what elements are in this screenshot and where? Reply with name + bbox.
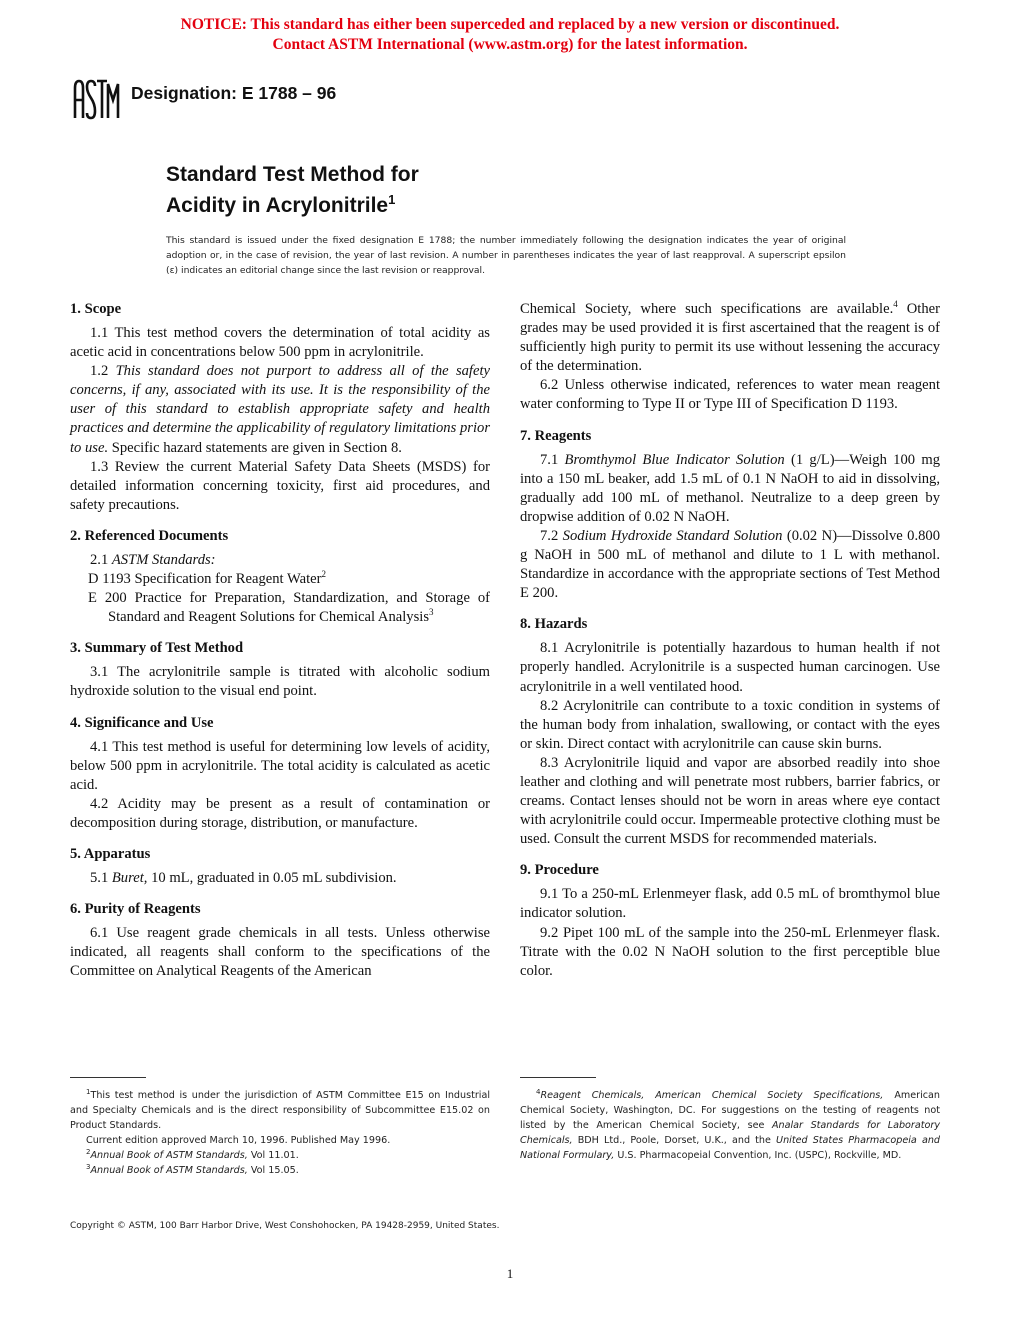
text: Current edition approved March 10, 1996. Published May 1996. <box>86 1135 391 1146</box>
footnote-ref: 4 <box>536 1087 541 1096</box>
footnote <box>70 1088 490 1133</box>
footnote-ref: 2 <box>321 569 326 580</box>
paragraph <box>70 738 490 795</box>
text: 9.1 To a 250-mL Erlenmeyer flask, add 0.5 mL of bromthymol blue indicator solution. <box>520 886 940 922</box>
text: American Chemical Society, Washington, DC. For suggestions on the testing of reagents not listed by the American Chemical Society, see <box>520 1090 940 1131</box>
section-heading: 6. Purity of Reagents <box>70 901 201 918</box>
page-number: 1 <box>506 1266 514 1281</box>
paragraph <box>520 924 940 981</box>
text: 6.2 Unless otherwise indicated, references to water mean reagent water conforming to Type II or Type III of Specification D 1193. <box>520 377 940 413</box>
text: 1.1 This test method covers the determination of total acidity as acetic acid in concentrations below 500 ppm in acrylonitrile. <box>70 325 490 361</box>
text: 2.1 <box>90 551 112 568</box>
left-column <box>70 300 490 981</box>
section-heading: 2. Referenced Documents <box>70 527 229 544</box>
footnote-ref: 3 <box>86 1162 91 1171</box>
section-heading: 3. Summary of Test Method <box>70 640 244 657</box>
italic-text: Annual Book of ASTM Standards, <box>90 1165 248 1176</box>
paragraph <box>70 324 490 362</box>
title-footnote-ref: 1 <box>388 192 396 207</box>
text: E 200 Practice for Preparation, Standardization, and Storage of Standard and Reagent Solutions for Chemical Analysis <box>88 590 490 626</box>
title-line-2-text: Acidity in Acrylonitrile <box>166 194 389 217</box>
text: 8.3 Acrylonitrile liquid and vapor are absorbed readily into shoe leather and clothing and will penetrate most rubbers, barrier fabrics, or creams. Contact lenses should not be worn in areas where eye contact with acrylonitrile could occur. Impermeable protective clothing must be used. Consult the current MSDS for recommended materials. <box>520 754 940 848</box>
italic-text: Sodium Hydroxide Standard Solution <box>562 527 783 544</box>
text: BDH Ltd., Poole, Dorset, U.K., and the <box>572 1135 777 1146</box>
text: (1 g/L)—Weigh 100 mg into a 150 mL beaker, add 1.5 mL of 0.1 N NaOH to aid in dissolving, gradually add 100 mL of methanol. Neutralize to a deep green by dropwise addition of 0.02 N NaOH. <box>520 451 940 525</box>
text: Specific hazard statements are given in Section 8. <box>108 439 402 456</box>
section-heading: 5. Apparatus <box>70 845 151 862</box>
paragraph <box>520 451 940 527</box>
footnote <box>520 1088 940 1163</box>
paragraph <box>70 589 490 627</box>
right-column <box>520 300 940 981</box>
text: Other grades may be used provided it is first ascertained that the reagent is of sufficiently high purity to permit its use without lessening the accuracy of the determination. <box>520 301 940 375</box>
section-heading: 7. Reagents <box>520 427 592 444</box>
footnote <box>70 1148 490 1163</box>
italic-text: Buret, <box>111 869 148 886</box>
text: 6.1 Use reagent grade chemicals in all tests. Unless otherwise indicated, all reagents shall conform to the specifications of the Committee on Analytical Reagents of the American <box>70 925 490 980</box>
section-heading: 8. Hazards <box>520 616 588 633</box>
footnote <box>70 1163 490 1178</box>
text: Chemical Society, where such specifications are available. <box>520 301 894 317</box>
paragraph <box>70 362 490 457</box>
text: 8.2 Acrylonitrile can contribute to a toxic condition in systems of the human body from inhalation, swallowing, or contact with the eyes or skin. Direct contact with acrylonitrile can cause skin burns. <box>520 697 940 752</box>
italic-text: United States Pharmacopeia and National Formulary, <box>520 1135 940 1161</box>
designation: Designation: E 1788 – 96 <box>131 83 337 103</box>
text: 1.2 <box>90 363 116 380</box>
italic-text: Analar Standards for Laboratory Chemicals, <box>520 1120 940 1146</box>
paragraph <box>520 754 940 849</box>
text: 4.2 Acidity may be present as a result of contamination or decomposition during storage, distribution, or manufacture. <box>70 795 490 831</box>
paragraph <box>70 869 490 888</box>
text: 7.2 <box>540 527 563 544</box>
text: D 1193 Specification for Reagent Water <box>88 571 322 588</box>
paragraph <box>70 663 490 701</box>
italic-text: Annual Book of ASTM Standards, <box>90 1150 248 1161</box>
copyright: Copyright © ASTM, 100 Barr Harbor Drive, West Conshohocken, PA 19428-2959, United States. <box>70 1221 500 1231</box>
paragraph <box>520 639 940 696</box>
paragraph <box>520 697 940 754</box>
italic-text: Reagent Chemicals, American Chemical Society Specifications, <box>540 1090 884 1101</box>
notice-line-2: Contact ASTM International (www.astm.org) for the latest information. <box>272 36 748 53</box>
text: Vol 15.05. <box>247 1165 299 1176</box>
paragraph <box>70 551 490 570</box>
paragraph <box>520 300 940 376</box>
text: 8.1 Acrylonitrile is potentially hazardous to human health if not properly handled. Acrylonitrile is a suspected human carcinogen. Use acrylonitrile in a well ventilated hood. <box>520 640 940 695</box>
footnote-divider <box>520 1077 596 1078</box>
paragraph <box>70 570 490 589</box>
italic-text: Bromthymol Blue Indicator Solution <box>564 451 785 468</box>
paragraph <box>520 885 940 923</box>
paragraph <box>70 795 490 833</box>
text: 10 mL, graduated in 0.05 mL subdivision. <box>147 869 397 886</box>
supersession-notice <box>0 15 1020 55</box>
footnotes-left <box>70 1088 490 1178</box>
paragraph <box>70 924 490 981</box>
astm-logo-icon <box>72 78 120 122</box>
paragraph <box>520 376 940 414</box>
title-line-2 <box>166 187 419 218</box>
section-heading: 4. Significance and Use <box>70 714 214 731</box>
text: (0.02 N)—Dissolve 0.800 g NaOH in 500 mL of methanol and dilute to 1 L with methanol. Standardize in accordance with the appropriate sections of Test Method E 200. <box>520 527 940 602</box>
italic-text: This standard does not purport to address all of the safety concerns, if any, associated with its use. It is the responsibility of the user of this standard to establish appropriate safety and health practices and determine the applicability of regulatory limitations prior to use. <box>70 363 490 456</box>
text: Vol 11.01. <box>247 1150 299 1161</box>
notice-line-1: NOTICE: This standard has either been superceded and replaced by a new version or discontinued. <box>180 16 840 33</box>
title-line-1: Standard Test Method for <box>166 163 419 186</box>
issuance-note: This standard is issued under the fixed designation E 1788; the number immediately following the designation indicates the year of original adoption or, in the case of revision, the year of last revision. A number in parentheses indicates the year of last reapproval. A superscript epsilon (ε) indicates an editorial change since the last revision or reapproval. <box>166 235 846 276</box>
paragraph <box>70 458 490 515</box>
footnote-ref: 4 <box>893 299 898 310</box>
text: 9.2 Pipet 100 mL of the sample into the 250-mL Erlenmeyer flask. Titrate with the 0.02 N NaOH solution to the first perceptible blue color. <box>520 924 940 979</box>
footnote-ref: 3 <box>429 607 434 618</box>
text: 3.1 The acrylonitrile sample is titrated with alcoholic sodium hydroxide solution to the visual end point. <box>70 664 490 700</box>
footnotes-right <box>520 1088 940 1163</box>
text: U.S. Pharmacopeial Convention, Inc. (USPC), Rockville, MD. <box>614 1150 902 1161</box>
document-title <box>166 162 419 218</box>
footnote-ref: 1 <box>86 1087 91 1096</box>
section-heading: 1. Scope <box>70 301 122 317</box>
footnote-ref: 2 <box>86 1147 91 1156</box>
footnote <box>70 1133 490 1148</box>
text: 1.3 Review the current Material Safety Data Sheets (MSDS) for detailed information concerning toxicity, first aid procedures, and safety precautions. <box>70 458 490 513</box>
footnote-divider <box>70 1077 146 1078</box>
section-heading: 9. Procedure <box>520 862 599 879</box>
text: 7.1 <box>540 451 565 468</box>
text: 5.1 <box>90 869 112 886</box>
text: 4.1 This test method is useful for determining low levels of acidity, below 500 ppm in acrylonitrile. The total acidity is calculated as acetic acid. <box>70 738 490 793</box>
text: This test method is under the jurisdiction of ASTM Committee E15 on Industrial and Specialty Chemicals and is the direct responsibility of Subcommittee E15.02 on Product Standards. <box>70 1090 490 1131</box>
paragraph <box>520 527 940 603</box>
italic-text: ASTM Standards: <box>111 551 216 568</box>
